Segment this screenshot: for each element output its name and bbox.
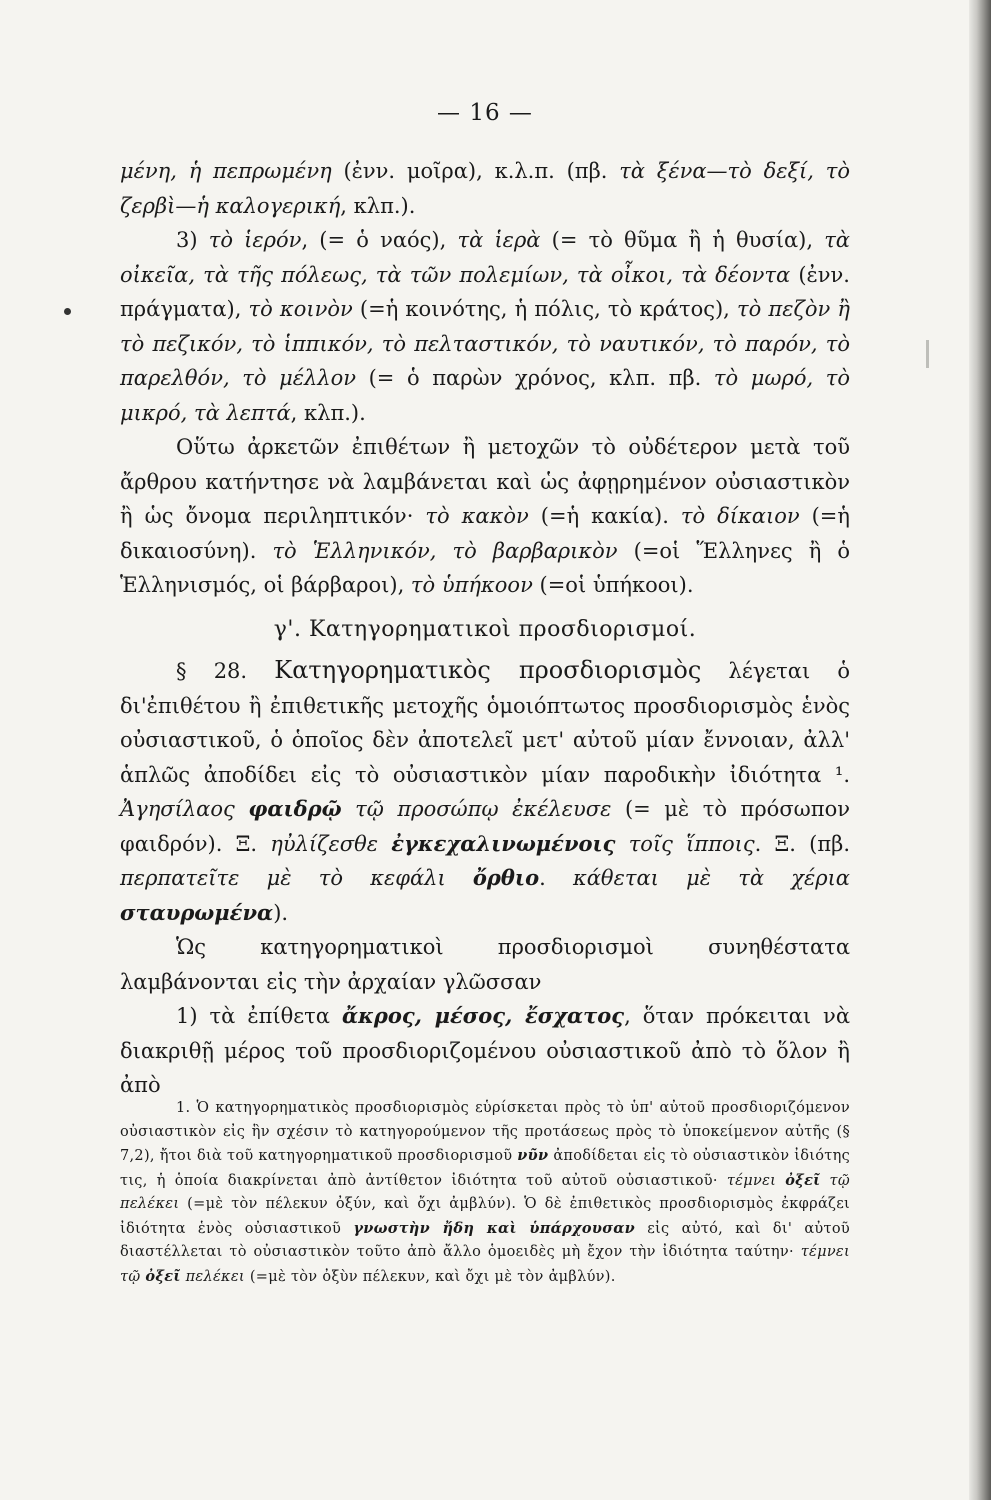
text-run: σταυρωμένα: [120, 899, 274, 925]
text-run: ὀξεῖ: [785, 1171, 821, 1189]
text-run: (=οἱ Ἕλληνες ἢ ὁ Ἑλληνισμός, οἱ βάρβαροι),: [120, 538, 850, 597]
paragraph-group-1: [120, 154, 850, 603]
text-run: κάθεται μὲ τὰ χέρια: [572, 866, 850, 890]
text-run: πελέκει: [180, 1268, 245, 1285]
body-text: [120, 154, 850, 1103]
page-edge-shadow: [969, 0, 991, 1500]
text-run: τὸ πεζὸν ἢ τὸ πεζικόν, τὸ ἱππικόν, τὸ πελταστικόν, τὸ ναυτικόν, τὸ παρόν, τὸ παρελθόν, τὸ μέλλον: [120, 297, 850, 390]
text-run: νῦν: [517, 1147, 549, 1164]
paragraph: [120, 930, 850, 999]
text-run: (=οἱ ὑπήκοοι).: [532, 573, 694, 597]
paragraph: [120, 154, 850, 223]
text-run: (= μὲ τὸ πρόσωπον φαιδρόν). Ξ.: [120, 797, 850, 856]
text-run: , ὅταν πρόκειται νὰ διακριθῇ μέρος τοῦ προσδιοριζομένου οὐσιαστικοῦ ἀπὸ τὸ ὅλον ἢ ἀπὸ: [120, 1004, 850, 1097]
text-run: Κατηγορηματικὸς προσδιορισμὸς: [274, 656, 702, 684]
margin-dot-mark: [64, 308, 71, 315]
text-run: Ὡς κατηγορηματικοὶ προσδιορισμοὶ συνηθέστατα λαμβάνονται εἰς τὴν ἀρχαίαν γλῶσσαν: [120, 935, 850, 994]
text-run: Οὕτω ἀρκετῶν ἐπιθέτων ἢ μετοχῶν τὸ οὐδέτερον μετὰ τοῦ ἄρθρου κατήντησε νὰ λαμβάνεται καὶ ὡς ἀφῃρημένον οὐσιαστικὸν ἢ ὡς ὄνομα περιληπτικόν·: [120, 435, 850, 528]
text-run: .: [539, 866, 573, 890]
text-run: ἄκρος, μέσος, ἔσχατος: [341, 1003, 625, 1028]
text-run: ἀποδίδεται εἰς τὸ οὐσιαστικὸν ἰδιότης τις, ἡ ὁποία διακρίνεται ἀπὸ ἀντίθετον ἰδιότητα τοῦ αὐτοῦ οὐσιαστικοῦ·: [120, 1148, 850, 1189]
text-run: (= τὸ θῦμα ἢ ἡ θυσία),: [540, 228, 825, 252]
paragraph: [120, 999, 850, 1103]
text-run: (=ἡ κοινότης, ἡ πόλις, τὸ κράτος),: [352, 297, 737, 321]
text-run: ).: [273, 900, 289, 925]
paragraph-group-2: [120, 653, 850, 1103]
text-run: τὸ Ἑλληνικόν, τὸ βαρβαρικὸν: [272, 538, 618, 563]
text-run: τῷ προσώπῳ ἐκέλευσε: [341, 797, 612, 821]
text-run: τοῖς ἵπποις: [615, 831, 755, 856]
page-number: — 16 —: [437, 100, 533, 126]
text-run: τῷ πελέκει: [120, 1172, 851, 1212]
footnote-1: [120, 1097, 850, 1289]
text-run: , κλπ.).: [290, 400, 366, 425]
text-run: Ἀγησίλαος: [120, 797, 249, 821]
text-run: τὰ οἰκεῖα, τὰ τῆς πόλεως, τὰ τῶν πολεμίων, τὰ οἶκοι, τὰ δέοντα: [120, 228, 850, 287]
text-run: 1. Ὁ κατηγορηματικὸς προσδιορισμὸς εὑρίσκεται πρὸς τὸ ὑπ' αὐτοῦ προσδιοριζόμενον οὐσιαστικὸν εἰς ἣν σχέσιν τὸ κατηγορούμενον τῆς προτάσεως πρὸς τὸ ὑποκείμενον αὐτῆς (§ 7,2), ἤτοι διὰ τοῦ κατηγορηματικοῦ προσδιορισμοῦ: [120, 1100, 850, 1164]
text-run: (=μὲ τὸν ὀξὺν πέλεκυν, καὶ ὄχι μὲ τὸν ἀμβλύν).: [244, 1268, 616, 1285]
text-run: (=ἡ δικαιοσύνη).: [120, 504, 850, 563]
paragraph: [120, 223, 850, 430]
text-run: ἐγκεχαλινωμένοις: [391, 830, 616, 856]
text-run: τὰ ξένα—τὸ δεξί, τὸ ζερβὶ—ἡ καλογερική: [120, 159, 850, 218]
text-run: 3): [176, 228, 209, 252]
text-run: 1) τὰ ἐπίθετα: [176, 1004, 342, 1028]
text-run: μένη, ἡ πεπρωμένη: [120, 159, 332, 183]
text-run: τέμνει τῷ: [120, 1244, 850, 1285]
text-run: τὸ ὑπήκοον: [410, 573, 533, 597]
text-run: (=ἡ κακία).: [528, 504, 681, 528]
text-run: ὄρθιο: [472, 865, 540, 890]
paragraph: [120, 430, 850, 603]
text-run: τὰ ἱερὰ: [457, 228, 541, 252]
text-run: (=μὲ τὸν πέλεκυν ὀξύν, καὶ ὄχι ἀμβλύν). Ὁ δὲ ἐπιθετικὸς προσδιορισμὸς ἐκφράζει ἰδιότητα ἑνὸς οὐσιαστικοῦ: [120, 1196, 850, 1237]
text-run: . Ξ. (πβ.: [754, 831, 850, 856]
footnotes: [120, 1097, 850, 1289]
text-run: τὸ κοινὸν: [248, 297, 353, 321]
text-run: λέγεται ὁ δι'ἐπιθέτου ἢ ἐπιθετικῆς μετοχῆς ὁμοιόπτωτος προσδιορισμὸς ἑνὸς οὐσιαστικοῦ, ὁ ὁποῖος δὲν ἀποτελεῖ μετ' αὐτοῦ μίαν ἔννοιαν, ἀλλ' ἁπλῶς ἀποδίδει εἰς τὸ οὐσιαστικὸν μίαν παροδικὴν ἰδιότητα ¹.: [120, 659, 851, 787]
text-run: (ἐνν. μοῖρα), κ.λ.π. (πβ.: [331, 159, 620, 183]
text-run: , κλπ.).: [340, 193, 416, 218]
text-run: φαιδρῷ: [248, 796, 342, 821]
text-run: τὸ ἱερόν: [208, 228, 302, 252]
text-run: (= ὁ παρὼν χρόνος, κλπ. πβ.: [356, 366, 714, 390]
text-run: ὀξεῖ: [145, 1267, 181, 1285]
text-run: εἰς αὐτό, καὶ δι' αὐτοῦ διαστέλλεται τὸ οὐσιαστικὸν τοῦτο ἀπὸ ἄλλο ὁμοειδὲς μὴ ἔχον τὴν ἰδιότητα ταύτην·: [120, 1220, 851, 1260]
text-run: τέμνει: [726, 1172, 786, 1189]
text-run: περπατεῖτε μὲ τὸ κεφάλι: [120, 866, 473, 890]
scan-speck: [926, 340, 929, 368]
paragraph: [120, 653, 850, 930]
text-run: γνωστὴν ἤδη καὶ ὑπάρχουσαν: [353, 1219, 636, 1237]
text-run: τὸ μωρό, τὸ μικρό, τὰ λεπτά: [120, 366, 850, 425]
section-heading: γ'. Κατηγορηματικοὶ προσδιορισμοί.: [273, 616, 697, 642]
text-run: ηὐλίζεσθε: [270, 831, 392, 856]
text-run: , (= ὁ ναός),: [301, 228, 458, 252]
text-run: τὸ κακὸν: [425, 504, 529, 528]
text-run: τὸ δίκαιον: [680, 504, 800, 528]
text-run: § 28.: [176, 659, 275, 683]
text-run: (ἐνν. πράγματα),: [120, 262, 850, 321]
